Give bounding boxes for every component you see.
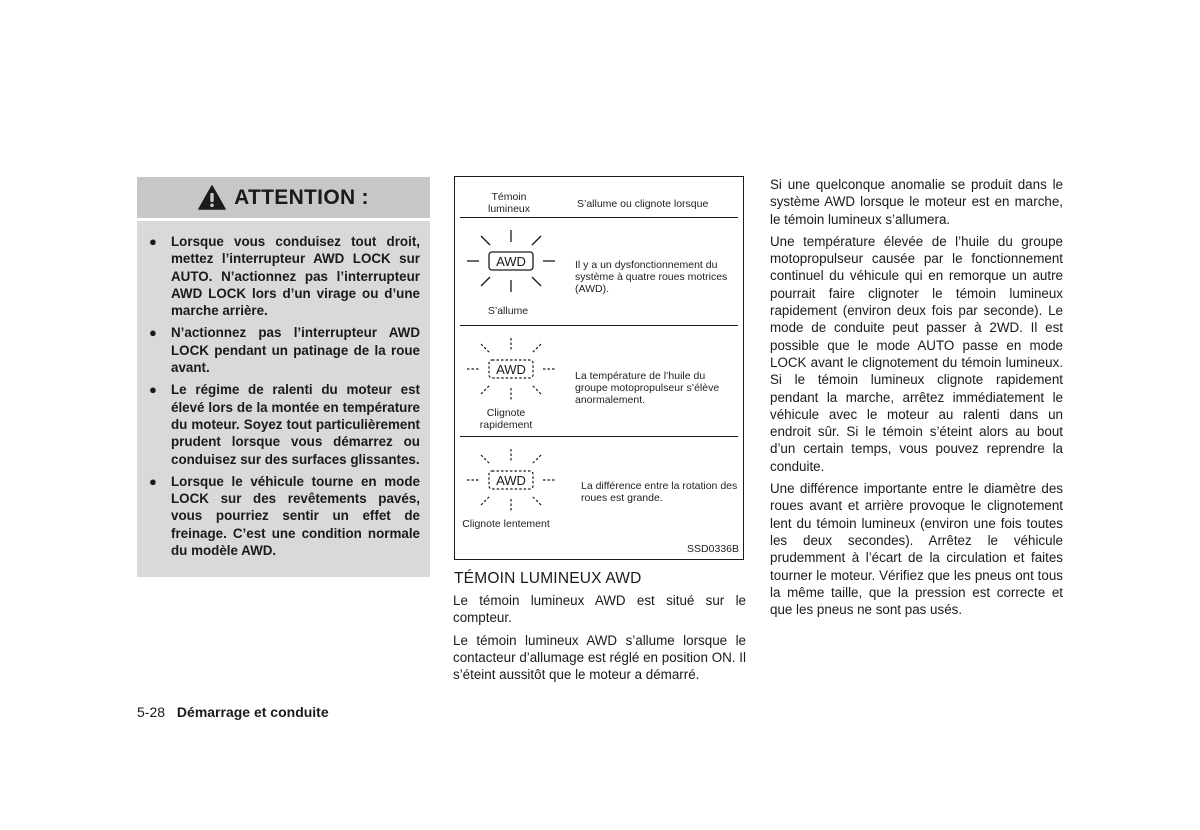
bullet-icon: ● [149,234,157,249]
section-body [453,592,746,688]
awd-indicator-figure [454,176,744,560]
paragraph: Si une quelconque anomalie se produit dans le système AWD lorsque le moteur est en marche, le témoin lumineux s’allumera. [770,177,1063,227]
bullet-icon: ● [149,325,157,341]
figure-header-col1: Témoin lumineux [487,191,531,215]
figure-description: La température de l’huile du groupe motopropulseur s’élève anormalement. [575,370,720,406]
attention-header [137,177,430,221]
bullet-icon: ● [149,473,157,489]
paragraph: Une différence importante entre le diamètre des roues avant et arrière provoque le clignotement lent du témoin lumineux (environ une fois toutes les deux secondes). Arrêtez le véhicule prudemment à l’écart de la circulation et faites tourner le moteur. Vérifiez que les pneus ont tous la même taille, que la pression est correcte et que les pneus ne sont pas usés. [770,481,1063,618]
awd-indicator-label: AWD [496,473,526,488]
warning-triangle-icon [198,185,226,210]
footer-section-name: Démarrage et conduite [176,704,329,720]
section-heading: TÉMOIN LUMINEUX AWD [454,570,642,587]
attention-item [149,473,420,559]
attention-box [137,177,430,577]
paragraph: Le témoin lumineux AWD s’allume lorsque le contacteur d’allumage est réglé en position ON. Il s’éteint aussitôt que le moteur a démarré. [453,632,746,683]
figure-description: Il y a un dysfonctionnement du système à quatre roues motrices (AWD). [575,259,728,295]
page-footer [137,704,329,720]
right-column [770,176,1063,623]
attention-list [137,221,430,559]
figure-state-label: S’allume [487,305,529,317]
figure-row-fast-blink [455,326,743,436]
attention-item-text: N’actionnez pas l’interrupteur AWD LOCK pendant un patinage de la roue avant. [171,325,420,376]
figure-description: La différence entre la rotation des roues est grande. [581,480,738,504]
figure-state-label: Clignote rapidement [479,407,533,431]
figure-state-label: Clignote lentement [462,518,550,530]
attention-item [149,233,420,319]
figure-header-col2: S’allume ou clignote lorsque [577,198,709,210]
awd-indicator-label: AWD [496,362,526,377]
figure-row-slow-blink [455,437,743,559]
awd-indicator-blink-icon [465,334,557,404]
attention-item-text: Lorsque le véhicule tourne en mode LOCK sur des revêtements pavés, vous pourriez sentir un effet de freinage. C’est une condition normale du modèle AWD. [171,473,420,559]
paragraph: Le témoin lumineux AWD est situé sur le compteur. [453,593,746,626]
attention-item-text: Lorsque vous conduisez tout droit, mettez l’interrupteur AWD LOCK sur AUTO. N’actionnez pas l’interrupteur AWD LOCK lors d’un virage ou d’une marche arrière. [171,234,420,319]
awd-indicator-icon [465,226,557,296]
figure-header [455,177,743,217]
figure-row-on [455,218,743,325]
page-number: 5-28 [137,704,166,720]
bullet-icon: ● [149,382,157,398]
figure-code: SSD0336B [687,543,739,555]
attention-item [149,381,420,467]
attention-item [149,324,420,376]
attention-title: ATTENTION : [234,185,369,209]
awd-indicator-label: AWD [496,254,526,269]
awd-indicator-blink-icon [465,445,557,515]
paragraph: Une température élevée de l’huile du groupe motopropulseur causée par le fonctionnement continuel du véhicule qui en remorque un autre pourrait faire clignoter le témoin lumineux rapidement (environ deux fois par seconde). Le mode de conduite peut passer à 2WD. Il est possible que le mode AUTO passe en mode LOCK avant le clignotement du témoin lumineux. Si le témoin lumineux clignote rapidement pendant la marche, arrêtez immédiatement le véhicule avec le moteur au ralenti dans un endroit sûr. Si le témoin s’éteint alors au bout d’un certain temps, vous pouvez reprendre la conduite. [770,233,1063,474]
attention-item-text: Le régime de ralenti du moteur est élevé lors de la montée en température du moteur. Soyez tout particulièrement prudent lorsque vous démarrez ou conduisez sur des surfaces glissantes. [171,382,420,467]
